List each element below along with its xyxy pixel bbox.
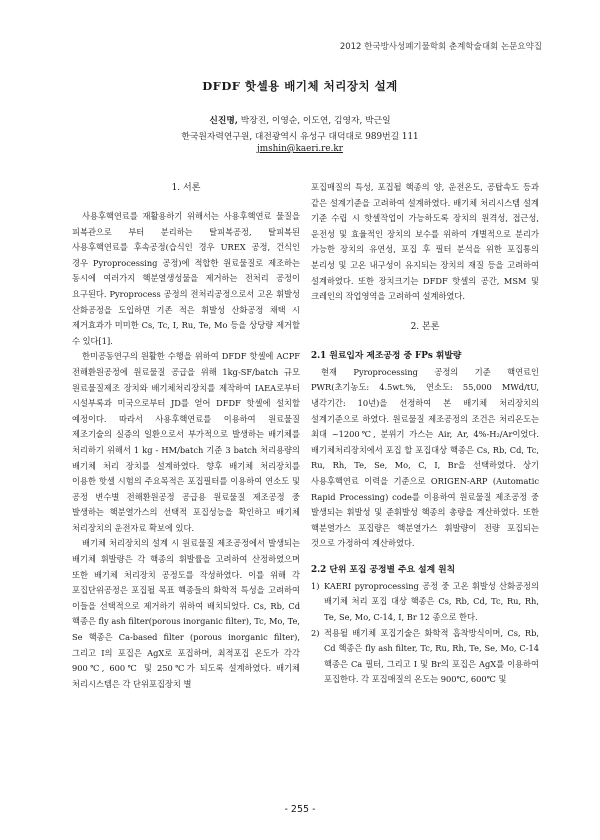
- author-list: [0, 113, 600, 126]
- intro-paragraph-1: 사용후핵연료를 재활용하기 위해서는 사용후핵연료 물질을 피복관으로 부터 분리하는 탈피복공정, 탈피복된 사용후핵연료를 후속공정(습식인 경우 UREX 공정, 건식인 경우 Pyroprocessing 공정)에 적합한 원료물질로 제조하는 동시에 여러가지 핵분열생성물을 제거하는 전처리 공정이 요구된다. Pyroprocess 공정의 전처리공정으로서 고온 휘발성 산화공정을 도입하면 기존 적은 휘발성 산화공정 채택 시 제거효과가 미미한 Cs, Tc, I, Ru, Te, Mo 등을 상당량 제거할 수 있다[1].: [72, 211, 300, 346]
- subsection-2-1-title: 2.1 원료입자 제조공정 중 FPs 휘발량: [311, 350, 462, 361]
- subsection-2-1-paragraph: 현재 Pyroprocessing 공정의 기준 핵연료인 PWR(초기농도: 4.5wt.%, 연소도: 55,000 MWd/tU, 냉각기간: 10년)을 선정하여 본 배기체 처리장치의 설계기준으로 하였다. 원료물질 제조공정의 조건은 처리온도는 최대 ~1200℃, 분위기 가스는 Air, Ar, 4%-H₂/Ar이었다. 배기체처리장치에서 포집 할 포집대상 핵종은 Cs, Rb, Cd, Tc, Ru, Rh, Te, Se, Mo, C, I, Br을 선택하였다. 상기 사용후핵연료 이력을 기준으로 ORIGEN-ARP (Automatic Rapid Processing) code를 이용하여 원료물질 제조공정 중 발생되는 휘발성 및 준휘발성 핵종의 총량을 계산하였다. 또한 핵분열가스 포집량은 핵분열가스 휘발량이 전량 포집되는 것으로 가정하여 계산하였다.: [311, 366, 539, 549]
- list-item-number: 2): [311, 627, 320, 638]
- section-intro-title: 1. 서론: [171, 183, 201, 193]
- right-column: [311, 180, 539, 688]
- intro-paragraph-4: 포집매질의 특성, 포집될 핵종의 양, 운전온도, 공탑속도 등과 같은 설계기준을 고려하여 설계하였다. 배기체 처리시스템 설계 기준 수립 시 핫셀작업이 가능하도록 장치의 원격성, 접근성, 운전성 및 효율적인 장치의 보수를 위하여 개별적으로 분리가 가능한 장치의 유연성, 포집 후 필터 분석을 위한 포집통의 분리성 및 고온 내구성이 유지되는 장치의 재질 등을 고려하여 설계하였다. 또한 장치크기는 DFDF 핫셀의 공간, MSM 및 크레인의 작업영역을 고려하여 설계하였다.: [311, 182, 539, 302]
- intro-paragraph-3: 배기체 처리장치의 설계 시 원료물질 제조공정에서 발생되는 배기체 휘발량은 각 핵종의 휘발률을 고려하여 산정하였으며 또한 배기체 처리장치 공정도를 작성하였다. 이를 위해 각 포집단위공정은 포집될 목표 핵종들의 화학적 특성을 고려하여 이들을 선택적으로 제거하기 위하여 배치되었다. Cs, Rb, Cd 핵종은 fly ash filter(porous inorganic filter), Tc, Mo, Te, Se 핵종은 Ca-based filter (porous inorganic filter), 그리고 I의 포집은 AgX로 포집하며, 최적포집 온도가 각각 900℃, 600℃ 및 250℃가 되도록 설계하였다. 배기체 처리시스템은 각 단위포집장치 별: [72, 538, 300, 689]
- list-item-number: 1): [311, 580, 320, 591]
- co-authors: 박장진, 이영순, 이도연, 김영자, 박근일: [237, 116, 391, 126]
- subsection-2-2-title: 2.2 단위 포집 공정별 주요 설계 원칙: [311, 564, 456, 575]
- contact-email[interactable]: jmshin@kaeri.re.kr: [257, 144, 343, 154]
- affiliation: 한국원자력연구원, 대전광역시 유성구 대덕대로 989번길 111: [181, 132, 419, 142]
- list-item-text: KAERI pyroprocessing 공정 중 고온 휘발성 산화공정의 배기체 처리 포집 대상 핵종은 Cs, Rb, Cd, Tc, Ru, Rh, Te, Se, Mo, C-14, I, Br 12 종으로 한다.: [324, 580, 539, 623]
- list-item: [311, 626, 539, 688]
- paper-title: DFDF 핫셀용 배기체 처리장치 설계: [202, 79, 398, 93]
- list-item-text: 적용될 배기체 포집기술은 화학적 흡착방식이며, Cs, Rb, Cd 핵종은 fly ash filter, Tc, Ru, Rh, Te, Se, Mo, C-14 핵종은 Ca 필터, 그리고 I 및 Br의 포집은 AgX를 이용하여 포집한다. 각 포집매질의 온도는 900℃, 600℃ 및: [324, 627, 539, 685]
- page-number: - 255 -: [284, 804, 316, 815]
- left-column: [72, 180, 300, 692]
- design-principles-list: [311, 579, 539, 688]
- list-item: [311, 579, 539, 626]
- running-header: 2012 한국방사성폐기물학회 춘계학술대회 논문요약집: [339, 42, 542, 52]
- lead-author: 신진명,: [209, 116, 238, 126]
- section-main-title: 2. 본론: [410, 321, 440, 332]
- intro-paragraph-2: 한미공동연구의 원활한 수행을 위하여 DFDF 핫셀에 ACPF 전해환원공정에 원료물질 공급을 위해 1kg-SF/batch 규모 원료물질제조 장치와 배기체처리장치를 제작하여 IAEA로부터 시설부록과 미국으로부터 JD를 얻어 DFDF 핫셀에 설치할 예정이다. 따라서 사용후핵연료를 이용하여 원료물질 제조기술의 실증의 일환으로서 부가적으로 발생하는 배기체를 처리하기 위해서 1 kg - HM/batch 기준 3 batch 처리용량의 배기체 처리 장치를 설계하였다. 향후 배기체 처리장치를 이용한 핫셀 시험의 주요목적은 포집필터를 이용하여 연소도 및 공정 변수별 전해환원공정 공급용 원료물질 제조공정 중 발생하는 핵분열가스의 선택적 포집성능을 확인하고 배기체 처리장치의 운전자료 확보에 있다.: [72, 351, 300, 533]
